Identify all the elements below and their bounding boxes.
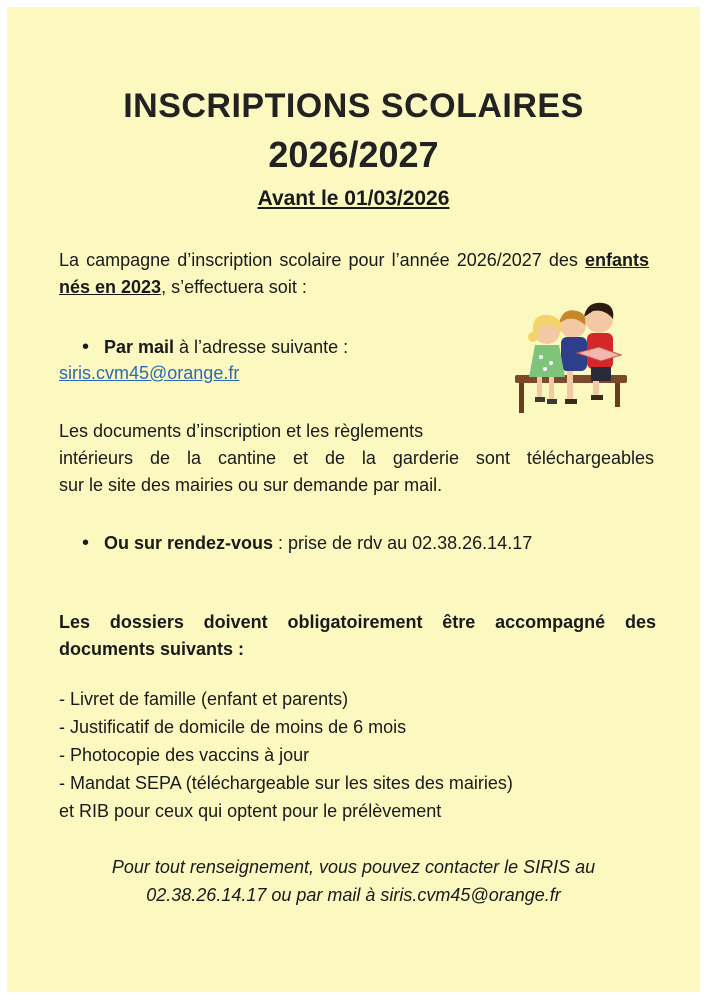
footer-line-1: Pour tout renseignement, vous pouvez contacter le SIRIS au xyxy=(111,857,596,877)
list-item: - Photocopie des vaccins à jour xyxy=(59,745,310,765)
documents-info-paragraph xyxy=(59,418,654,499)
email-link-line xyxy=(59,363,239,384)
email-link[interactable]: siris.cvm45@orange.fr xyxy=(59,363,240,383)
dress-dot xyxy=(539,355,543,359)
girl-shoe xyxy=(547,399,557,404)
flyer-page xyxy=(7,7,700,992)
contact-footer xyxy=(7,853,700,909)
dress-dot xyxy=(543,367,547,371)
children-reading-illustration xyxy=(507,297,632,417)
documents-info-line-1: Les documents d’inscription et les règlements xyxy=(59,421,424,441)
middle-child-leg xyxy=(567,371,573,401)
girl-shoe xyxy=(535,397,545,402)
intro-text-1: La campagne d’inscription scolaire pour l’année 2026/2027 des xyxy=(59,250,578,270)
boy-shorts xyxy=(591,367,611,381)
list-item: - Justificatif de domicile de moins de 6 mois xyxy=(59,717,407,737)
required-docs-heading xyxy=(59,609,656,663)
documents-info-line-2: intérieurs de la cantine et de la garderie sont téléchargeables xyxy=(59,448,654,468)
mail-option-label: Par mail xyxy=(104,337,175,357)
rdv-option-text: : prise de rdv au 02.38.26.14.17 xyxy=(273,533,533,553)
girl-leg xyxy=(537,377,542,397)
bullet-icon: • xyxy=(82,336,90,358)
title-line-1: INSCRIPTIONS SCOLAIRES xyxy=(123,87,584,125)
rdv-option-label: Ou sur rendez-vous xyxy=(104,533,274,553)
documents-info-line-3: sur le site des mairies ou sur demande par mail. xyxy=(59,475,443,495)
intro-text-2: , s’effectuera soit : xyxy=(161,277,307,297)
mail-option-bullet xyxy=(82,334,348,361)
list-item: - Livret de famille (enfant et parents) xyxy=(59,689,349,709)
girl-leg xyxy=(549,377,554,399)
girl-pigtail xyxy=(528,332,538,342)
bullet-icon: • xyxy=(82,532,90,554)
girl-dress xyxy=(529,345,565,377)
bench-leg-right xyxy=(615,383,620,407)
required-heading-line-1: Les dossiers doivent obligatoirement être accompagné des xyxy=(59,612,656,632)
boy-shoe xyxy=(591,395,603,400)
intro-highlight: enfants nés en 2023 xyxy=(59,250,649,297)
boy-leg xyxy=(593,381,599,397)
dress-dot xyxy=(549,361,553,365)
title-line-2: 2026/2027 xyxy=(268,134,439,175)
list-item: - Mandat SEPA (téléchargeable sur les sites des mairies) xyxy=(59,773,513,793)
list-item: et RIB pour ceux qui optent pour le prélèvement xyxy=(59,801,442,821)
deadline: Avant le 01/03/2026 xyxy=(257,187,450,210)
required-heading-line-2: documents suivants : xyxy=(59,639,245,659)
bench-leg-left xyxy=(519,383,524,413)
middle-child-shoe xyxy=(565,399,577,404)
footer-line-2: 02.38.26.14.17 ou par mail à siris.cvm45@orange.fr xyxy=(146,885,561,905)
mail-option-text: à l’adresse suivante : xyxy=(174,337,349,357)
rdv-option-bullet xyxy=(82,530,532,557)
required-docs-list xyxy=(59,685,513,825)
intro-paragraph xyxy=(59,247,649,301)
